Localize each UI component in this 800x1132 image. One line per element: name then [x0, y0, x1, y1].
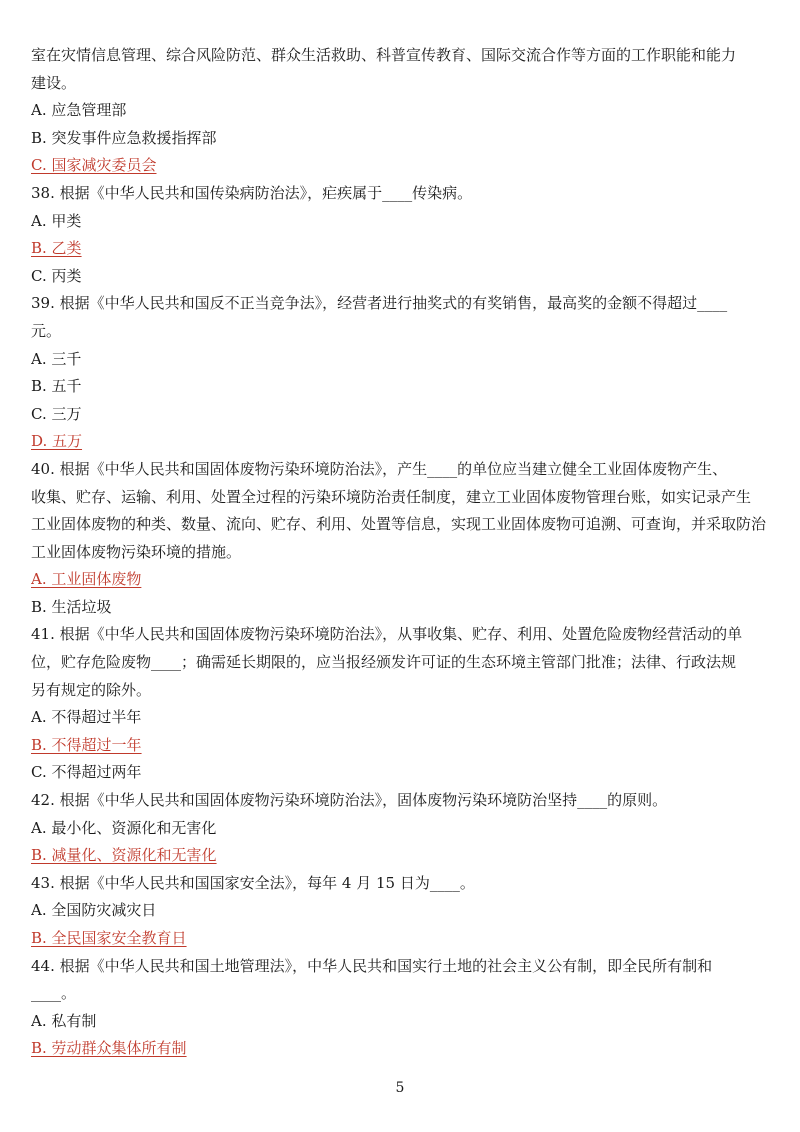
option-line	[31, 594, 773, 622]
line-text: 42. 根据《中华人民共和国固体废物污染环境防治法》，固体废物污染环境防治坚持____的原则。	[31, 791, 668, 810]
line-text: 元。	[31, 321, 62, 340]
option-line	[31, 346, 773, 374]
question-text-line	[31, 290, 773, 318]
option-line	[31, 401, 773, 429]
answer-line	[31, 1035, 773, 1063]
line-text: B. 突发事件应急救援指挥部	[31, 128, 217, 147]
answer-line	[31, 152, 773, 180]
line-text: 位，贮存危险废物____；确需延长期限的，应当报经颁发许可证的生态环境主管部门批准；法律、行政法规	[31, 653, 737, 672]
line-text: B. 生活垃圾	[31, 597, 112, 616]
question-text-line	[31, 870, 773, 898]
line-text: A. 私有制	[31, 1011, 97, 1030]
question-text-line	[31, 456, 773, 484]
line-text: B. 五千	[31, 377, 82, 396]
line-text: 38. 根据《中华人民共和国传染病防治法》，疟疾属于____传染病。	[31, 183, 473, 202]
option-line	[31, 1008, 773, 1036]
correct-answer-text: B. 减量化、资源化和无害化	[31, 846, 217, 865]
line-text: A. 全国防灾减灾日	[31, 901, 157, 920]
line-text: ____。	[31, 984, 77, 1003]
line-text: C. 不得超过两年	[31, 763, 142, 782]
option-line	[31, 759, 773, 787]
option-line	[31, 263, 773, 291]
line-text: A. 三千	[31, 349, 82, 368]
line-text: 44. 根据《中华人民共和国土地管理法》，中华人民共和国实行土地的社会主义公有制，即全民所有制和	[31, 956, 713, 975]
line-text: 工业固体废物的种类、数量、流向、贮存、利用、处置等信息，实现工业固体废物可追溯、可查询，并采取防治	[31, 515, 767, 534]
line-text: C. 三万	[31, 404, 82, 423]
correct-answer-text: B. 全民国家安全教育日	[31, 929, 187, 947]
line-text: 39. 根据《中华人民共和国反不正当竞争法》，经营者进行抽奖式的有奖销售，最高奖的金额不得超过____	[31, 294, 728, 313]
option-line	[31, 373, 773, 401]
line-text: 另有规定的除外。	[31, 680, 152, 699]
line-text: A. 不得超过半年	[31, 708, 142, 727]
question-text-line	[31, 70, 773, 98]
correct-answer-text: B. 劳动群众集体所有制	[31, 1039, 187, 1058]
line-text: 43. 根据《中华人民共和国国家安全法》，每年 4 月 15 日为____。	[31, 873, 475, 892]
line-text: 室在灾情信息管理、综合风险防范、群众生活救助、科普宣传教育、国际交流合作等方面的工作职能和能力	[31, 46, 737, 64]
question-text-line	[31, 621, 773, 649]
correct-answer-text: B. 乙类	[31, 239, 82, 258]
option-line	[31, 704, 773, 732]
answer-line	[31, 428, 773, 456]
question-list	[31, 42, 773, 1063]
answer-line	[31, 235, 773, 263]
option-line	[31, 125, 773, 153]
line-text: 41. 根据《中华人民共和国固体废物污染环境防治法》，从事收集、贮存、利用、处置危险废物经营活动的单	[31, 625, 743, 644]
question-text-line	[31, 953, 773, 981]
option-line	[31, 815, 773, 843]
line-text: 40. 根据《中华人民共和国固体废物污染环境防治法》，产生____的单位应当建立健全工业固体废物产生、	[31, 459, 728, 478]
question-text-line	[31, 980, 773, 1008]
option-line	[31, 897, 773, 925]
line-text: 建设。	[31, 73, 77, 92]
answer-line	[31, 732, 773, 760]
line-text: A. 甲类	[31, 211, 82, 230]
correct-answer-text: B. 不得超过一年	[31, 735, 142, 754]
question-text-line	[31, 511, 773, 539]
option-line	[31, 208, 773, 236]
question-text-line	[31, 42, 773, 70]
question-text-line	[31, 649, 773, 677]
line-text: C. 丙类	[31, 266, 82, 285]
question-text-line	[31, 180, 773, 208]
line-text: 收集、贮存、运输、利用、处置全过程的污染环境防治责任制度，建立工业固体废物管理台账，如实记录产生	[31, 487, 752, 506]
line-text: A. 应急管理部	[31, 101, 127, 120]
question-text-line	[31, 677, 773, 705]
line-text: A. 最小化、资源化和无害化	[31, 818, 217, 837]
correct-answer-text: D. 五万	[31, 432, 83, 451]
question-text-line	[31, 318, 773, 346]
answer-line	[31, 566, 773, 594]
answer-line	[31, 842, 773, 870]
line-text: 工业固体废物污染环境的措施。	[31, 542, 242, 561]
answer-line	[31, 925, 773, 953]
page-number: 5	[395, 1080, 405, 1096]
correct-answer-text: C. 国家减灾委员会	[31, 156, 157, 175]
option-line	[31, 97, 773, 125]
question-text-line	[31, 787, 773, 815]
question-text-line	[31, 484, 773, 512]
question-text-line	[31, 539, 773, 567]
correct-answer-text: A. 工业固体废物	[31, 570, 142, 589]
